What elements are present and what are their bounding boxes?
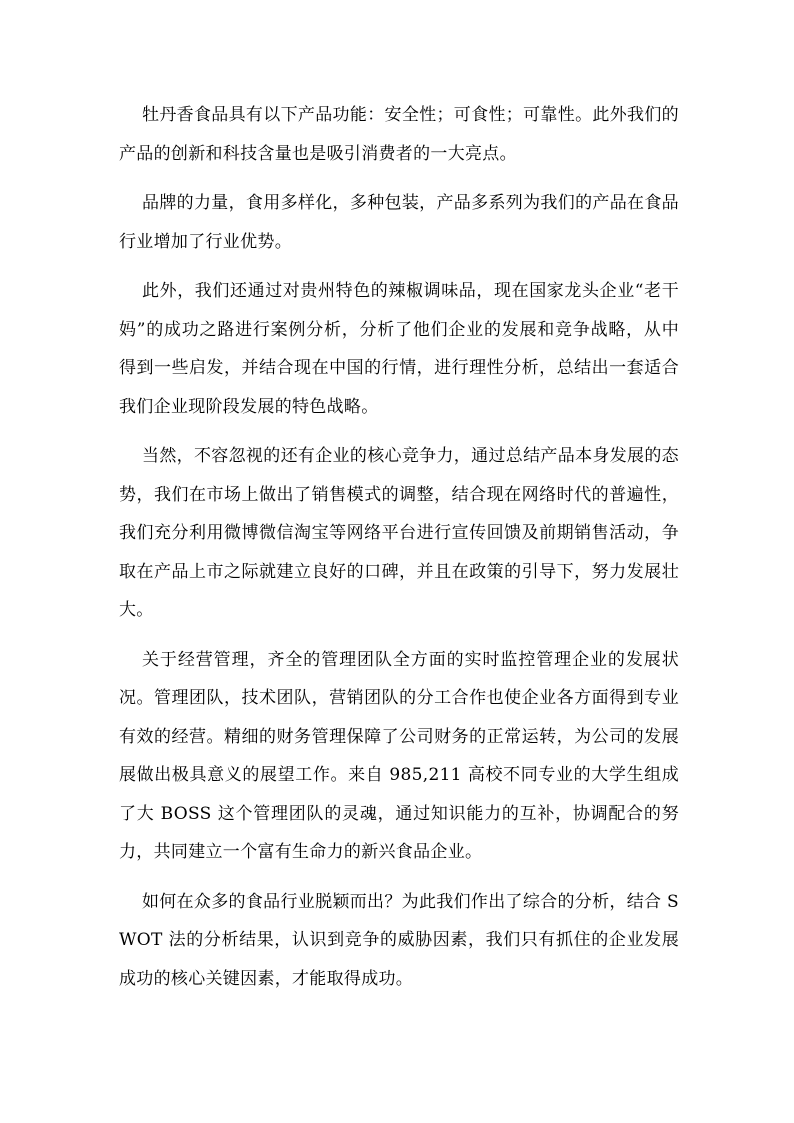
document-body: [119, 96, 679, 1009]
paragraph-case-analysis: 此外，我们还通过对贵州特色的辣椒调味品，现在国家龙头企业“老干妈”的成功之路进行案例分析，分析了他们企业的发展和竞争战略，从中得到一些启发，并结合现在中国的行情，进行理性分析，总结出一套适合我们企业现阶段发展的特色战略。: [119, 281, 679, 417]
paragraph-swot-conclusion: 如何在众多的食品行业脱颖而出？为此我们作出了综合的分析，结合 SWOT 法的分析结果，认识到竞争的威胁因素，我们只有抓住的企业发展成功的核心关键因素，才能取得成功。: [119, 891, 679, 989]
paragraph-core-competence: 当然，不容忽视的还有企业的核心竞争力，通过总结产品本身发展的态势，我们在市场上做出了销售模式的调整，结合现在网络时代的普遍性，我们充分利用微博微信淘宝等网络平台进行宣传回馈及前期销售活动，争取在产品上市之际就建立良好的口碑，并且在政策的引导下，努力发展壮大。: [119, 446, 679, 620]
paragraph-management: 关于经营管理，齐全的管理团队全方面的实时监控管理企业的发展状况。管理团队，技术团队，营销团队的分工合作也使企业各方面得到专业有效的经营。精细的财务管理保障了公司财务的正常运转，为公司的发展展做出极具意义的展望工作。来自 985,211 高校不同专业的大学生组成了大 BOSS 这个管理团队的灵魂，通过知识能力的互补，协调配合的努力，共同建立一个富有生命力的新兴食品企业。: [119, 649, 679, 862]
paragraph-brand-strength: 品牌的力量，食用多样化，多种包装，产品多系列为我们的产品在食品行业增加了行业优势。: [119, 193, 679, 252]
paragraph-product-features: 牡丹香食品具有以下产品功能：安全性；可食性；可靠性。此外我们的产品的创新和科技含量也是吸引消费者的一大亮点。: [119, 105, 679, 164]
